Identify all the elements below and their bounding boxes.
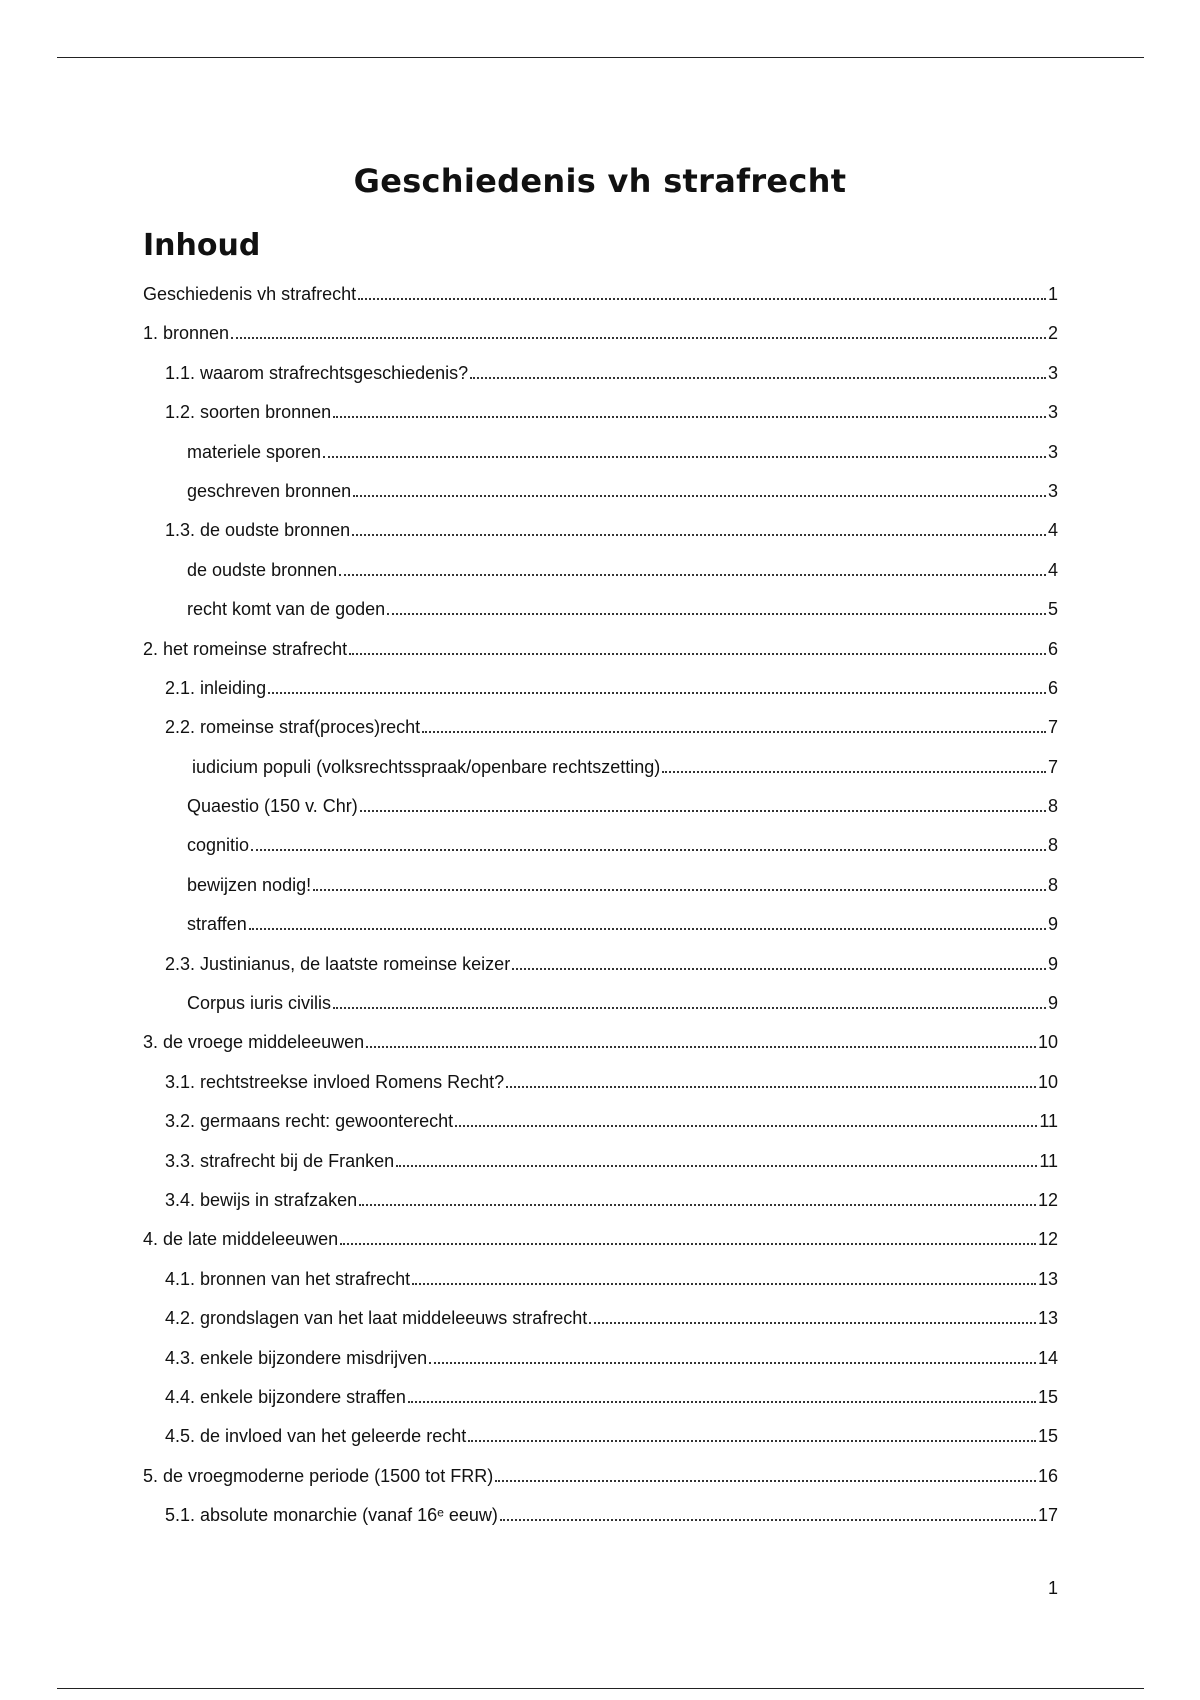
toc-entry[interactable]	[143, 1342, 1058, 1381]
toc-entry[interactable]	[143, 711, 1058, 750]
toc-entry-title: 3.1. rechtstreekse invloed Romens Recht?	[165, 1071, 505, 1092]
toc-entry[interactable]	[143, 790, 1058, 829]
toc-dot-leader	[360, 810, 1046, 812]
toc-entry-page: 17	[1037, 1505, 1058, 1526]
toc-dot-leader	[412, 1283, 1036, 1285]
toc-entry[interactable]	[143, 987, 1058, 1026]
toc-entry-page: 5	[1047, 599, 1058, 620]
toc-entry[interactable]	[143, 593, 1058, 632]
toc-dot-leader	[468, 1440, 1036, 1442]
toc-dot-leader	[662, 771, 1046, 773]
toc-entry[interactable]	[143, 1105, 1058, 1144]
toc-entry-title: geschreven bronnen	[187, 480, 352, 501]
toc-dot-leader	[359, 1204, 1036, 1206]
toc-entry-title: 2.1. inleiding	[165, 677, 267, 698]
toc-entry-title: 2.2. romeinse straf(proces)recht	[165, 717, 421, 738]
toc-dot-leader	[333, 416, 1046, 418]
toc-entry-page: 13	[1037, 1268, 1058, 1289]
toc-dot-leader	[396, 1165, 1037, 1167]
toc-entry-title: 3.3. strafrecht bij de Franken	[165, 1150, 395, 1171]
toc-entry-title: Corpus iuris civilis	[187, 993, 332, 1014]
toc-entry-page: 15	[1037, 1386, 1058, 1407]
toc-entry[interactable]	[143, 436, 1058, 475]
toc-entry[interactable]	[143, 1066, 1058, 1105]
toc-dot-leader	[455, 1125, 1037, 1127]
toc-entry[interactable]	[143, 396, 1058, 435]
toc-entry-page: 3	[1047, 480, 1058, 501]
toc-entry[interactable]	[143, 672, 1058, 711]
toc-entry[interactable]	[143, 554, 1058, 593]
toc-entry[interactable]	[143, 514, 1058, 553]
toc-entry-title: 5.1. absolute monarchie (vanaf 16ᵉ eeuw)	[165, 1505, 498, 1526]
toc-entry-title: Quaestio (150 v. Chr)	[187, 796, 358, 817]
toc-entry-title: 2. het romeinse strafrecht	[143, 638, 348, 659]
toc-entry-title: 4.3. enkele bijzondere misdrijven	[165, 1347, 428, 1368]
toc-entry-page: 7	[1047, 717, 1058, 738]
toc-dot-leader	[340, 1243, 1036, 1245]
toc-dot-leader	[231, 337, 1046, 339]
toc-entry-page: 4	[1047, 520, 1058, 541]
toc-dot-leader	[339, 574, 1046, 576]
toc-dot-leader	[506, 1086, 1036, 1088]
toc-dot-leader	[495, 1480, 1036, 1482]
toc-entry[interactable]	[143, 1184, 1058, 1223]
toc-dot-leader	[251, 849, 1046, 851]
toc-entry-title: 4.2. grondslagen van het laat middeleeuws strafrecht	[165, 1308, 588, 1329]
toc-dot-leader	[313, 889, 1046, 891]
toc-entry-title: de oudste bronnen	[187, 559, 338, 580]
toc-entry-page: 3	[1047, 441, 1058, 462]
toc-entry-page: 11	[1039, 1111, 1058, 1132]
toc-entry-page: 3	[1047, 362, 1058, 383]
toc-entry[interactable]	[143, 475, 1058, 514]
toc-entry[interactable]	[143, 751, 1058, 790]
toc-entry-title: 4.5. de invloed van het geleerde recht	[165, 1426, 467, 1447]
toc-dot-leader	[323, 456, 1046, 458]
toc-entry-title: 4.4. enkele bijzondere straffen	[165, 1386, 406, 1407]
toc-dot-leader	[333, 1007, 1046, 1009]
toc-entry-page: 9	[1047, 993, 1058, 1014]
toc-dot-leader	[589, 1322, 1036, 1324]
toc-entry[interactable]	[143, 1460, 1058, 1499]
toc-dot-leader	[500, 1519, 1036, 1521]
toc-entry[interactable]	[143, 1145, 1058, 1184]
toc-entry[interactable]	[143, 1223, 1058, 1262]
toc-entry[interactable]	[143, 317, 1058, 356]
toc-entry[interactable]	[143, 1026, 1058, 1065]
table-of-contents	[143, 278, 1058, 1539]
toc-entry-page: 12	[1037, 1229, 1058, 1250]
toc-entry-page: 7	[1047, 756, 1058, 777]
toc-entry[interactable]	[143, 1302, 1058, 1341]
toc-entry-page: 6	[1047, 638, 1058, 659]
toc-entry-page: 6	[1047, 677, 1058, 698]
toc-entry[interactable]	[143, 633, 1058, 672]
toc-entry-title: 1.1. waarom strafrechtsgeschiedenis?	[165, 362, 469, 383]
toc-entry-title: iudicium populi (volksrechtsspraak/openbare rechtszetting)	[192, 756, 661, 777]
toc-entry-title: cognitio	[187, 835, 250, 856]
toc-entry-page: 14	[1037, 1347, 1058, 1368]
toc-entry[interactable]	[143, 278, 1058, 317]
toc-entry[interactable]	[143, 908, 1058, 947]
toc-entry-page: 10	[1037, 1032, 1058, 1053]
toc-entry[interactable]	[143, 869, 1058, 908]
toc-entry-title: 4. de late middeleeuwen	[143, 1229, 339, 1250]
toc-entry[interactable]	[143, 1263, 1058, 1302]
toc-entry[interactable]	[143, 1420, 1058, 1459]
toc-dot-leader	[352, 534, 1046, 536]
toc-entry-page: 13	[1037, 1308, 1058, 1329]
toc-entry[interactable]	[143, 1499, 1058, 1538]
header-rule	[57, 57, 1144, 58]
toc-dot-leader	[358, 298, 1046, 300]
toc-heading: Inhoud	[143, 228, 261, 263]
toc-entry-title: Geschiedenis vh strafrecht	[143, 284, 357, 304]
toc-entry-title: recht komt van de goden	[187, 599, 386, 620]
toc-entry-page: 8	[1047, 835, 1058, 856]
toc-entry-page: 10	[1037, 1071, 1058, 1092]
toc-entry-title: 1.3. de oudste bronnen	[165, 520, 351, 541]
toc-entry-title: 1.2. soorten bronnen	[165, 402, 332, 423]
toc-entry-title: 5. de vroegmoderne periode (1500 tot FRR)	[143, 1465, 494, 1486]
toc-entry-title: straffen	[187, 914, 247, 935]
toc-dot-leader	[349, 653, 1046, 655]
toc-entry-title: 3.4. bewijs in strafzaken	[165, 1189, 358, 1210]
toc-entry-page: 2	[1047, 323, 1058, 344]
footer-rule	[57, 1688, 1144, 1689]
toc-dot-leader	[268, 692, 1046, 694]
toc-entry-title: 3.2. germaans recht: gewoonterecht	[165, 1111, 454, 1132]
toc-entry-page: 12	[1037, 1189, 1058, 1210]
toc-entry-page: 4	[1047, 559, 1058, 580]
toc-dot-leader	[429, 1362, 1036, 1364]
toc-entry[interactable]	[143, 829, 1058, 868]
toc-entry-title: materiele sporen	[187, 441, 322, 462]
toc-entry-page: 3	[1047, 402, 1058, 423]
toc-entry-title: 3. de vroege middeleeuwen	[143, 1032, 365, 1053]
toc-entry-page: 8	[1047, 874, 1058, 895]
toc-entry-page: 9	[1047, 914, 1058, 935]
toc-entry-title: 4.1. bronnen van het strafrecht	[165, 1268, 411, 1289]
toc-dot-leader	[366, 1046, 1036, 1048]
toc-entry[interactable]	[143, 357, 1058, 396]
toc-entry[interactable]	[143, 1381, 1058, 1420]
toc-entry-page: 9	[1047, 953, 1058, 974]
page-number: 1	[1047, 1578, 1058, 1598]
toc-entry[interactable]	[143, 948, 1058, 987]
toc-entry-page: 1	[1047, 284, 1058, 304]
toc-dot-leader	[387, 613, 1046, 615]
toc-entry-page: 8	[1047, 796, 1058, 817]
toc-dot-leader	[408, 1401, 1036, 1403]
toc-dot-leader	[422, 731, 1046, 733]
toc-dot-leader	[512, 968, 1046, 970]
toc-entry-title: 2.3. Justinianus, de laatste romeinse keizer	[165, 953, 511, 974]
toc-entry-page: 15	[1037, 1426, 1058, 1447]
toc-dot-leader	[249, 928, 1046, 930]
toc-dot-leader	[470, 377, 1046, 379]
toc-entry-title: bewijzen nodig!	[187, 874, 312, 895]
toc-dot-leader	[353, 495, 1046, 497]
toc-entry-page: 11	[1039, 1150, 1058, 1171]
toc-entry-title: 1. bronnen	[143, 323, 230, 344]
document-title: Geschiedenis vh strafrecht	[353, 162, 847, 200]
toc-entry-page: 16	[1037, 1465, 1058, 1486]
